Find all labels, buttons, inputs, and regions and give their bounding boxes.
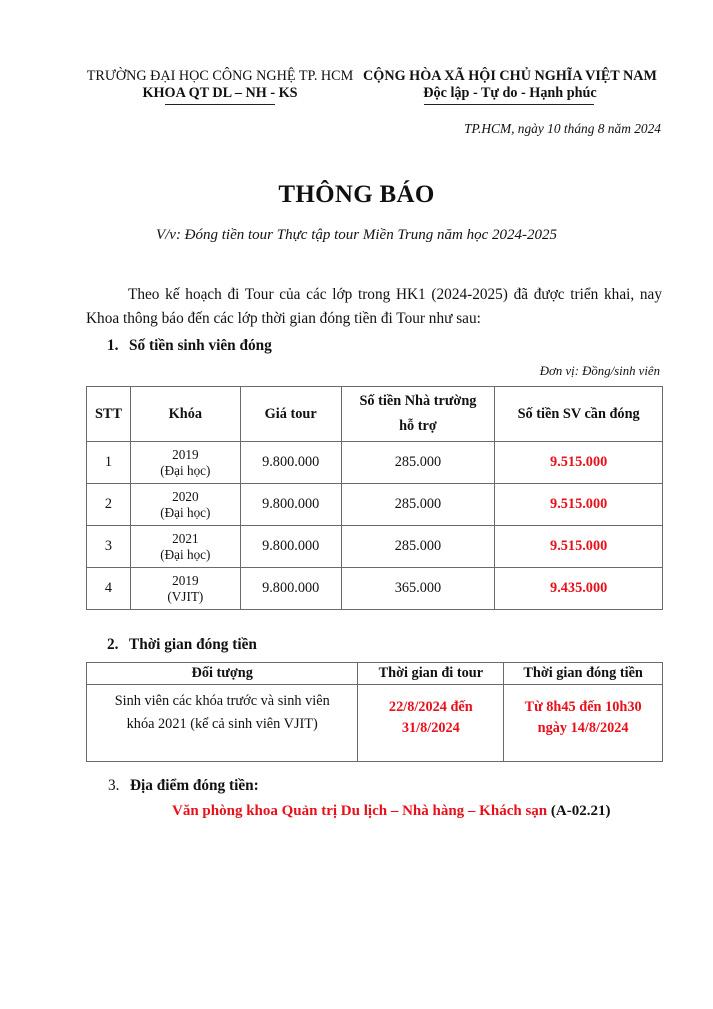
table-row [87,442,663,484]
intro-text: Theo kế hoạch đi Tour của các lớp trong HK1 (2024-2025) đã được triển khai, nay Khoa thông báo đến các lớp thời gian đóng tiền đi Tour như sau: [86,286,662,327]
cell-doi-tuong: Sinh viên các khóa trước và sinh viên khóa 2021 (kể cả sinh viên VJIT) [87,685,358,762]
section-3-number: 3. [108,777,120,794]
cell-gia-tour: 9.800.000 [240,484,341,526]
section-1-title: Số tiền sinh viên đóng [129,337,272,354]
unit-note: Đơn vị: Đồng/sinh viên [539,364,660,378]
table-row [87,568,663,610]
university-name: TRƯỜNG ĐẠI HỌC CÔNG NGHỆ TP. HCM [86,68,354,84]
table-row [87,685,663,762]
cell-can-dong: 9.515.000 [495,484,663,526]
faculty-name: KHOA QT DL – NH - KS [142,85,298,101]
col-khoa: Khóa [130,387,240,442]
cell-thoi-gian-dong: Từ 8h45 đến 10h30 ngày 14/8/2024 [504,685,663,762]
cell-stt: 2 [87,484,131,526]
cell-ho-tro: 285.000 [341,526,495,568]
col-can-dong: Số tiền SV cần đóng [495,387,663,442]
section-1-heading [107,337,272,355]
section-3-title: Địa điểm đóng tiền: [130,777,259,794]
document-subject: V/v: Đóng tiền tour Thực tập tour Miền Trung năm học 2024-2025 [155,227,558,243]
university-header [70,68,370,102]
document-date: TP.HCM, ngày 10 tháng 8 năm 2024 [464,121,661,136]
col-ho-tro: Số tiền Nhà trường hỗ trợ [341,387,495,442]
cell-stt: 1 [87,442,131,484]
cell-can-dong: 9.435.000 [495,568,663,610]
cell-gia-tour: 9.800.000 [240,442,341,484]
document-title: THÔNG BÁO [278,181,435,208]
cell-khoa: 2021 (Đại học) [130,526,240,568]
section-3-heading [108,777,259,795]
cell-khoa: 2019 (VJIT) [130,568,240,610]
fee-table-header [87,387,663,442]
cell-stt: 3 [87,526,131,568]
cell-ho-tro: 285.000 [341,442,495,484]
col-thoi-gian-dong: Thời gian đóng tiền [504,663,663,685]
section-1-number: 1. [107,337,119,354]
col-stt: STT [87,387,131,442]
motto-underline [424,104,594,105]
fee-table [86,386,663,610]
col-gia-tour: Giá tour [240,387,341,442]
section-2-title: Thời gian đóng tiền [129,636,257,653]
table-row [87,484,663,526]
faculty-underline [165,104,275,105]
intro-paragraph [86,283,662,331]
cell-thoi-gian-tour: 22/8/2024 đến 31/8/2024 [358,685,504,762]
cell-gia-tour: 9.800.000 [240,526,341,568]
section-2-number: 2. [107,636,119,653]
schedule-table [86,662,663,762]
table-row [87,526,663,568]
national-motto: Độc lập - Tự do - Hạnh phúc [423,85,597,101]
payment-location [172,803,610,820]
section-2-heading [107,636,257,654]
cell-gia-tour: 9.800.000 [240,568,341,610]
country-name: CỘNG HÒA XÃ HỘI CHỦ NGHĨA VIỆT NAM [363,68,657,84]
schedule-table-header [87,663,663,685]
cell-stt: 4 [87,568,131,610]
col-doi-tuong: Đối tượng [87,663,358,685]
cell-can-dong: 9.515.000 [495,526,663,568]
cell-khoa: 2020 (Đại học) [130,484,240,526]
location-room: (A-02.21) [547,803,611,819]
cell-khoa: 2019 (Đại học) [130,442,240,484]
national-header [355,68,665,102]
cell-ho-tro: 365.000 [341,568,495,610]
cell-ho-tro: 285.000 [341,484,495,526]
cell-can-dong: 9.515.000 [495,442,663,484]
location-office: Văn phòng khoa Quản trị Du lịch – Nhà hàng – Khách sạn [172,803,548,819]
col-thoi-gian-tour: Thời gian đi tour [358,663,504,685]
